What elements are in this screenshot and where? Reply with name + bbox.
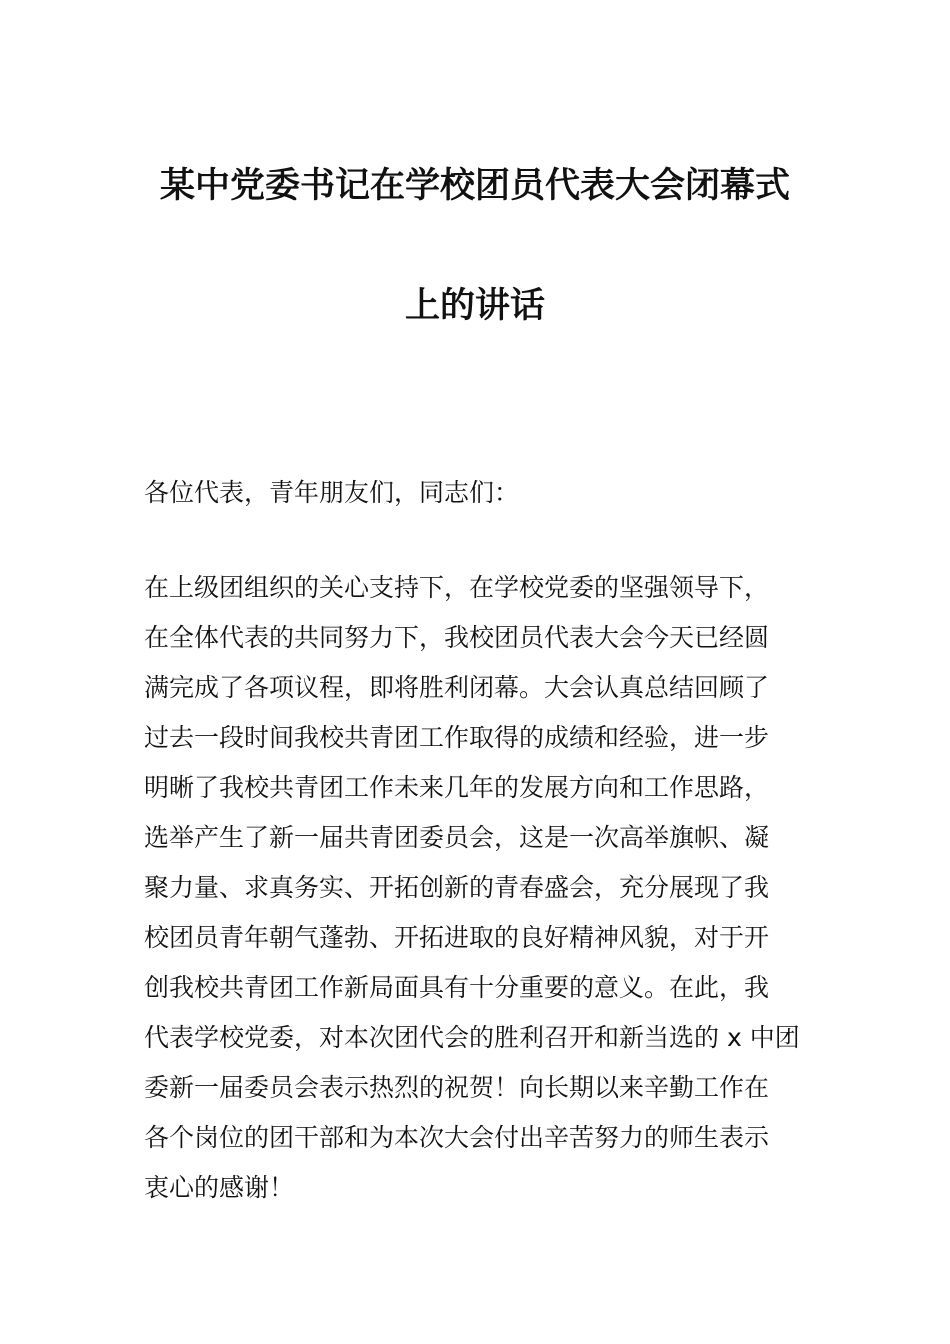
paragraph-line: 各个岗位的团干部和为本次大会付出辛苦努力的师生表示 xyxy=(144,1123,770,1152)
body-paragraph xyxy=(144,568,814,1218)
document-title-line-2: 上的讲话 xyxy=(404,286,545,326)
paragraph-line: 创我校共青团工作新局面具有十分重要的意义。在此，我 xyxy=(144,973,770,1002)
document-title-line-1: 某中党委书记在学校团员代表大会闭幕式 xyxy=(159,166,790,206)
paragraph-line: 聚力量、求真务实、开拓创新的青春盛会，充分展现了我 xyxy=(144,873,770,902)
salutation: 各位代表，青年朋友们，同志们： xyxy=(144,478,520,507)
paragraph-line: 在全体代表的共同努力下，我校团员代表大会今天已经圆 xyxy=(144,623,770,652)
paragraph-line: 校团员青年朝气蓬勃、开拓进取的良好精神风貌，对于开 xyxy=(144,923,770,952)
paragraph-line: 衷心的感谢！ xyxy=(144,1173,295,1202)
paragraph-line: 满完成了各项议程，即将胜利闭幕。大会认真总结回顾了 xyxy=(144,673,770,702)
paragraph-line: 代表学校党委，对本次团代会的胜利召开和新当选的 x 中团 xyxy=(144,1023,800,1052)
paragraph-line: 选举产生了新一届共青团委员会，这是一次高举旗帜、凝 xyxy=(144,823,770,852)
paragraph-line: 委新一届委员会表示热烈的祝贺！向长期以来辛勤工作在 xyxy=(144,1073,770,1102)
paragraph-line: 过去一段时间我校共青团工作取得的成绩和经验，进一步 xyxy=(144,723,770,752)
paragraph-line: 在上级团组织的关心支持下，在学校党委的坚强领导下， xyxy=(144,573,770,602)
paragraph-line: 明晰了我校共青团工作未来几年的发展方向和工作思路， xyxy=(144,773,770,802)
